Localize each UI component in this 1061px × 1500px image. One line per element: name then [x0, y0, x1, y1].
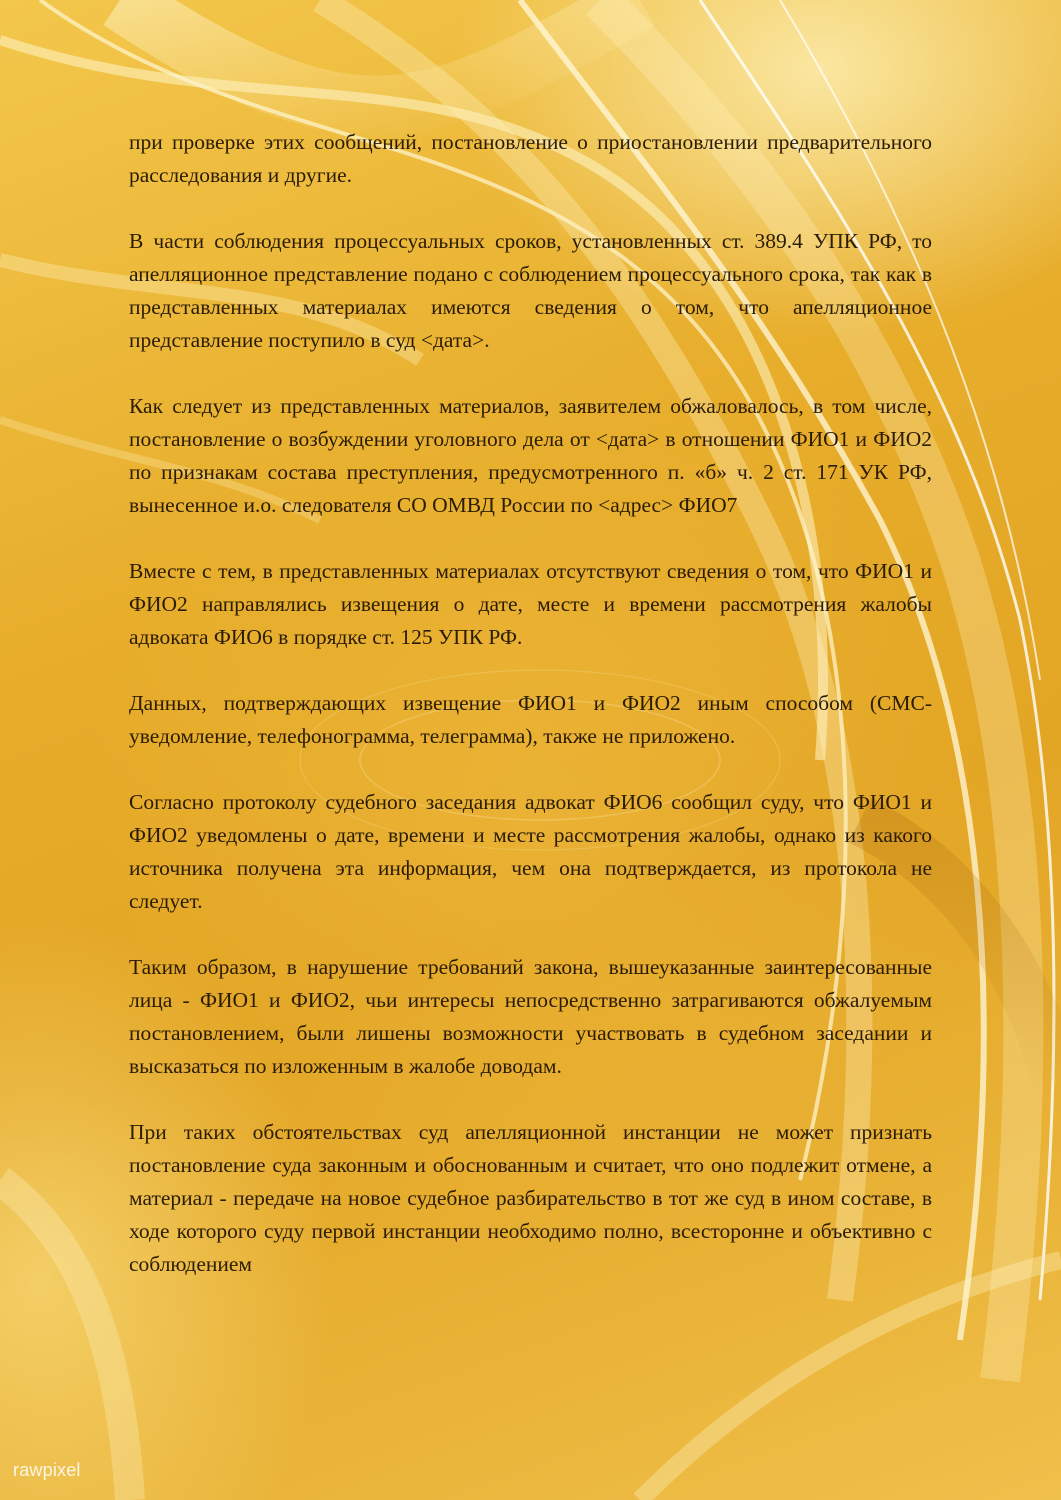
paragraph-2: В части соблюдения процессуальных сроков, установленных ст. 389.4 УПК РФ, то апелляционное представление подано с соблюдением процессуального срока, так как в представленных материалах имеются сведения о том, что апелляционное представление поступило в суд <дата>.	[129, 229, 932, 352]
paragraph-8: При таких обстоятельствах суд апелляционной инстанции не может признать постановление суда законным и обоснованным и считает, что оно подлежит отмене, а материал - передаче на новое судебное разбирательство в тот же суд в ином составе, в ходе которого суду первой инстанции необходимо полно, всесторонне и объективно с соблюдением	[129, 1120, 932, 1276]
document-body	[129, 126, 932, 1314]
paragraph-5: Данных, подтверждающих извещение ФИО1 и ФИО2 иным способом (СМС-уведомление, телефонограмма, телеграмма), также не приложено.	[129, 691, 932, 748]
paragraph-4: Вместе с тем, в представленных материалах отсутствуют сведения о том, что ФИО1 и ФИО2 направлялись извещения о дате, месте и времени рассмотрения жалобы адвоката ФИО6 в порядке ст. 125 УПК РФ.	[129, 559, 932, 649]
paragraph-7: Таким образом, в нарушение требований закона, вышеуказанные заинтересованные лица - ФИО1 и ФИО2, чьи интересы непосредственно затрагиваются обжалуемым постановлением, были лишены возможности участвовать в судебном заседании и высказаться по изложенным в жалобе доводам.	[129, 955, 932, 1078]
rawpixel-watermark: rawpixel	[13, 1460, 81, 1480]
paragraph-6: Согласно протоколу судебного заседания адвокат ФИО6 сообщил суду, что ФИО1 и ФИО2 уведомлены о дате, времени и месте рассмотрения жалобы, однако из какого источника получена эта информация, чем она подтверждается, из протокола не следует.	[129, 790, 932, 913]
paragraph-3: Как следует из представленных материалов, заявителем обжаловалось, в том числе, постановление о возбуждении уголовного дела от <дата> в отношении ФИО1 и ФИО2 по признакам состава преступления, предусмотренного п. «б» ч. 2 ст. 171 УК РФ, вынесенное и.о. следователя СО ОМВД России по <адрес> ФИО7	[129, 394, 932, 517]
paragraph-1: при проверке этих сообщений, постановление о приостановлении предварительного расследования и другие.	[129, 130, 932, 187]
